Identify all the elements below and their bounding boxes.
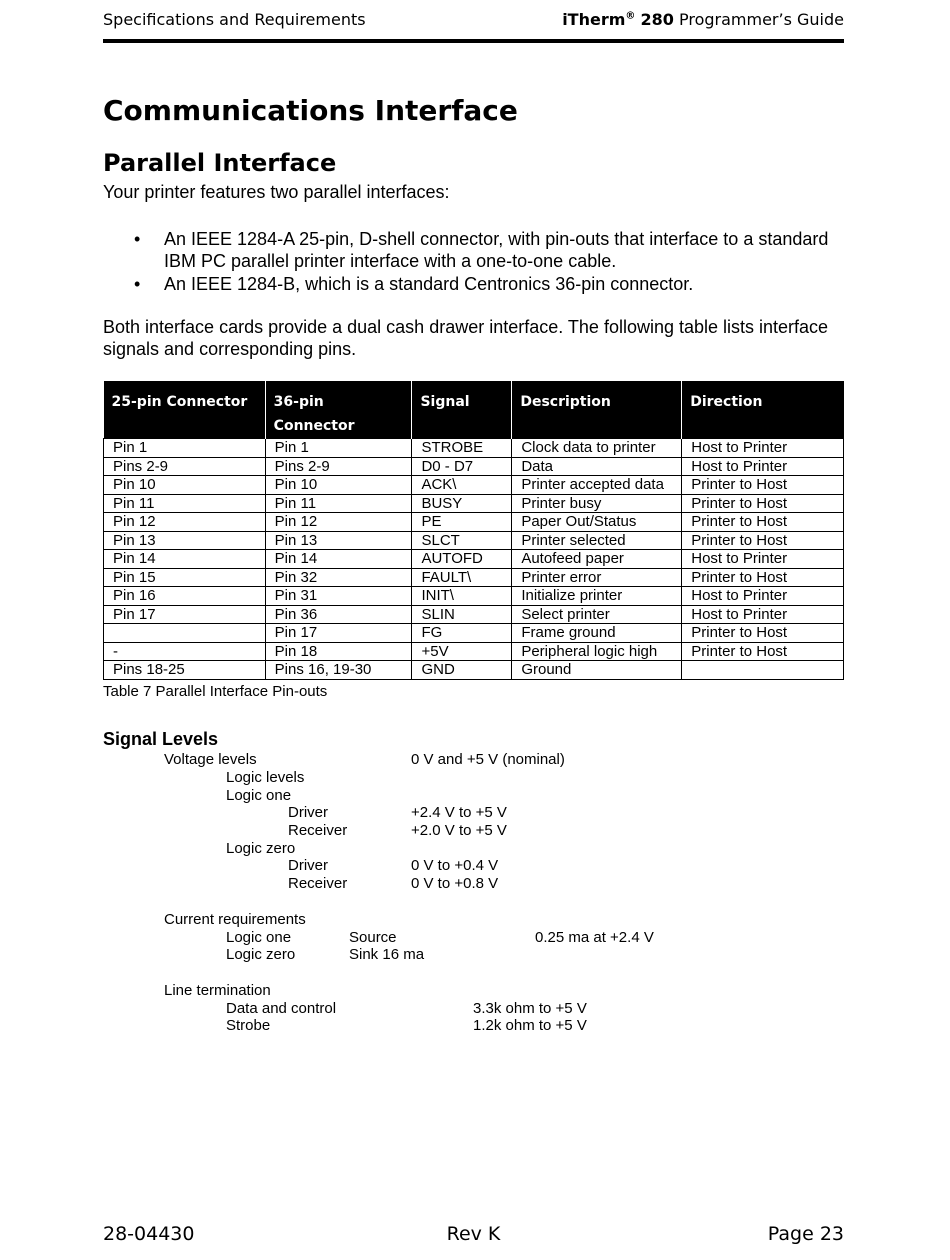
table-cell: Printer error — [512, 568, 682, 587]
sink-value: Sink 16 ma — [349, 946, 425, 963]
data-control-value: 3.3k ohm to +5 V — [473, 1000, 587, 1017]
table-row — [104, 587, 844, 606]
table-row — [104, 513, 844, 532]
bullet-text: An IEEE 1284-A 25-pin, D-shell connector, with pin-outs that interface to a standard IBM PC parallel printer interface with a one-to-one cable. — [164, 229, 829, 271]
table-cell: Clock data to printer — [512, 439, 682, 458]
table-cell: Printer to Host — [682, 476, 844, 495]
logic-one-receiver-label: Receiver — [288, 822, 348, 839]
table-cell: Ground — [512, 661, 682, 680]
table-cell: Pin 14 — [265, 550, 412, 569]
table-cell: Autofeed paper — [512, 550, 682, 569]
logic-one-driver-value: +2.4 V to +5 V — [411, 804, 507, 821]
table-caption: Table 7 Parallel Interface Pin-outs — [103, 683, 328, 700]
table-cell: Pin 13 — [265, 531, 412, 550]
registered-mark: ® — [625, 10, 636, 22]
table-cell: Pins 18-25 — [104, 661, 266, 680]
table-cell: SLCT — [412, 531, 512, 550]
list-item — [103, 273, 844, 295]
table-cell: Pin 14 — [104, 550, 266, 569]
table-cell: Select printer — [512, 605, 682, 624]
table-cell: Pin 36 — [265, 605, 412, 624]
logic-zero-driver-value: 0 V to +0.4 V — [411, 857, 499, 874]
table-cell: INIT\ — [412, 587, 512, 606]
table-cell: Pin 11 — [104, 494, 266, 513]
table-cell: Pin 17 — [265, 624, 412, 643]
table-cell: Pin 1 — [265, 439, 412, 458]
table-cell: Pins 2-9 — [265, 457, 412, 476]
table-cell — [104, 624, 266, 643]
table-cell: FG — [412, 624, 512, 643]
strobe-value: 1.2k ohm to +5 V — [473, 1017, 587, 1034]
table-row — [104, 642, 844, 661]
revision-label: Rev K — [446, 1223, 501, 1245]
table-cell: Pin 15 — [104, 568, 266, 587]
table-cell: Pin 17 — [104, 605, 266, 624]
current-logic-one-label: Logic one — [226, 929, 292, 946]
page-header — [103, 10, 844, 32]
source-value: 0.25 ma at +2.4 V — [535, 929, 654, 946]
table-cell: SLIN — [412, 605, 512, 624]
pinout-table — [103, 381, 844, 680]
table-cell: Host to Printer — [682, 550, 844, 569]
table-cell: BUSY — [412, 494, 512, 513]
table-cell: Pins 2-9 — [104, 457, 266, 476]
table-row — [104, 494, 844, 513]
table-cell — [682, 661, 844, 680]
table-cell: Pin 10 — [265, 476, 412, 495]
current-logic-zero-label: Logic zero — [226, 946, 296, 963]
table-cell: Data — [512, 457, 682, 476]
logic-one-label: Logic one — [226, 787, 292, 804]
table-cell: Pin 11 — [265, 494, 412, 513]
table-cell: Printer to Host — [682, 568, 844, 587]
table-cell: Printer accepted data — [512, 476, 682, 495]
document-number: 28-04430 — [103, 1223, 195, 1245]
table-cell: Pin 13 — [104, 531, 266, 550]
table-cell: ACK\ — [412, 476, 512, 495]
table-cell: +5V — [412, 642, 512, 661]
table-body — [104, 439, 844, 680]
table-cell: Printer selected — [512, 531, 682, 550]
header-rule — [103, 39, 844, 43]
table-row — [104, 439, 844, 458]
table-cell: Host to Printer — [682, 439, 844, 458]
table-cell: Printer to Host — [682, 624, 844, 643]
page-number: Page 23 — [767, 1223, 844, 1245]
section-heading: Parallel Interface — [103, 149, 337, 177]
table-cell: Printer to Host — [682, 531, 844, 550]
logic-zero-receiver-label: Receiver — [288, 875, 348, 892]
description-paragraph: Both interface cards provide a dual cash drawer interface. The following table lists interface signals and corresponding pins. — [103, 317, 829, 359]
table-cell: Pin 12 — [104, 513, 266, 532]
table-cell: Host to Printer — [682, 457, 844, 476]
table-header-row — [104, 381, 844, 439]
table-cell: Pin 1 — [104, 439, 266, 458]
column-header: Description — [512, 381, 682, 439]
table-cell: - — [104, 642, 266, 661]
table-cell: Peripheral logic high — [512, 642, 682, 661]
table-cell: FAULT\ — [412, 568, 512, 587]
table-cell: Printer busy — [512, 494, 682, 513]
line-termination-label: Line termination — [164, 982, 271, 999]
bullet-icon: • — [134, 229, 141, 249]
header-section-title: Specifications and Requirements — [103, 10, 366, 29]
table-cell: Pin 12 — [265, 513, 412, 532]
bullet-text: An IEEE 1284-B, which is a standard Centronics 36-pin connector. — [164, 274, 694, 294]
logic-zero-driver-label: Driver — [288, 857, 328, 874]
page-title: Communications Interface — [103, 94, 518, 127]
column-header: Direction — [682, 381, 844, 439]
table-cell: Printer to Host — [682, 513, 844, 532]
table-row — [104, 531, 844, 550]
table-row — [104, 550, 844, 569]
voltage-levels-value: 0 V and +5 V (nominal) — [411, 751, 565, 768]
bullet-icon: • — [134, 274, 141, 294]
table-row — [104, 568, 844, 587]
column-header: 25-pin Connector — [104, 381, 266, 439]
intro-text: Your printer features two parallel interfaces: — [103, 182, 450, 202]
table-cell: Printer to Host — [682, 642, 844, 661]
column-header: Signal — [412, 381, 512, 439]
table-cell: Host to Printer — [682, 605, 844, 624]
logic-one-receiver-value: +2.0 V to +5 V — [411, 822, 507, 839]
logic-levels-label: Logic levels — [226, 769, 305, 786]
header-guide-title — [562, 10, 844, 29]
table-cell: Pin 16 — [104, 587, 266, 606]
logic-one-driver-label: Driver — [288, 804, 328, 821]
header-product: iTherm — [562, 10, 626, 29]
table-row — [104, 476, 844, 495]
column-header: 36-pin Connector — [265, 381, 412, 439]
table-cell: Printer to Host — [682, 494, 844, 513]
table-cell: Frame ground — [512, 624, 682, 643]
current-requirements-label: Current requirements — [164, 911, 306, 928]
table-cell: Pin 31 — [265, 587, 412, 606]
voltage-levels-label: Voltage levels — [164, 751, 257, 768]
bullet-list — [103, 228, 844, 296]
source-label: Source — [349, 929, 397, 946]
header-model: 280 — [640, 10, 674, 29]
header-guide: Programmer’s Guide — [678, 10, 844, 29]
table-cell: Pin 18 — [265, 642, 412, 661]
signal-levels-heading: Signal Levels — [103, 729, 219, 749]
table-cell: Host to Printer — [682, 587, 844, 606]
logic-zero-receiver-value: 0 V to +0.8 V — [411, 875, 499, 892]
table-cell: D0 - D7 — [412, 457, 512, 476]
table-row — [104, 605, 844, 624]
data-control-label: Data and control — [226, 1000, 337, 1017]
table-row — [104, 624, 844, 643]
table-row — [104, 457, 844, 476]
table-cell: Paper Out/Status — [512, 513, 682, 532]
table-cell: STROBE — [412, 439, 512, 458]
strobe-label: Strobe — [226, 1017, 271, 1034]
table-cell: AUTOFD — [412, 550, 512, 569]
table-cell: Pins 16, 19-30 — [265, 661, 412, 680]
table-cell: Pin 32 — [265, 568, 412, 587]
table-cell: Initialize printer — [512, 587, 682, 606]
list-item — [103, 228, 844, 272]
table-cell: PE — [412, 513, 512, 532]
table-row — [104, 661, 844, 680]
table-cell: Pin 10 — [104, 476, 266, 495]
logic-zero-label: Logic zero — [226, 840, 296, 857]
table-cell: GND — [412, 661, 512, 680]
page-footer — [103, 1223, 844, 1247]
